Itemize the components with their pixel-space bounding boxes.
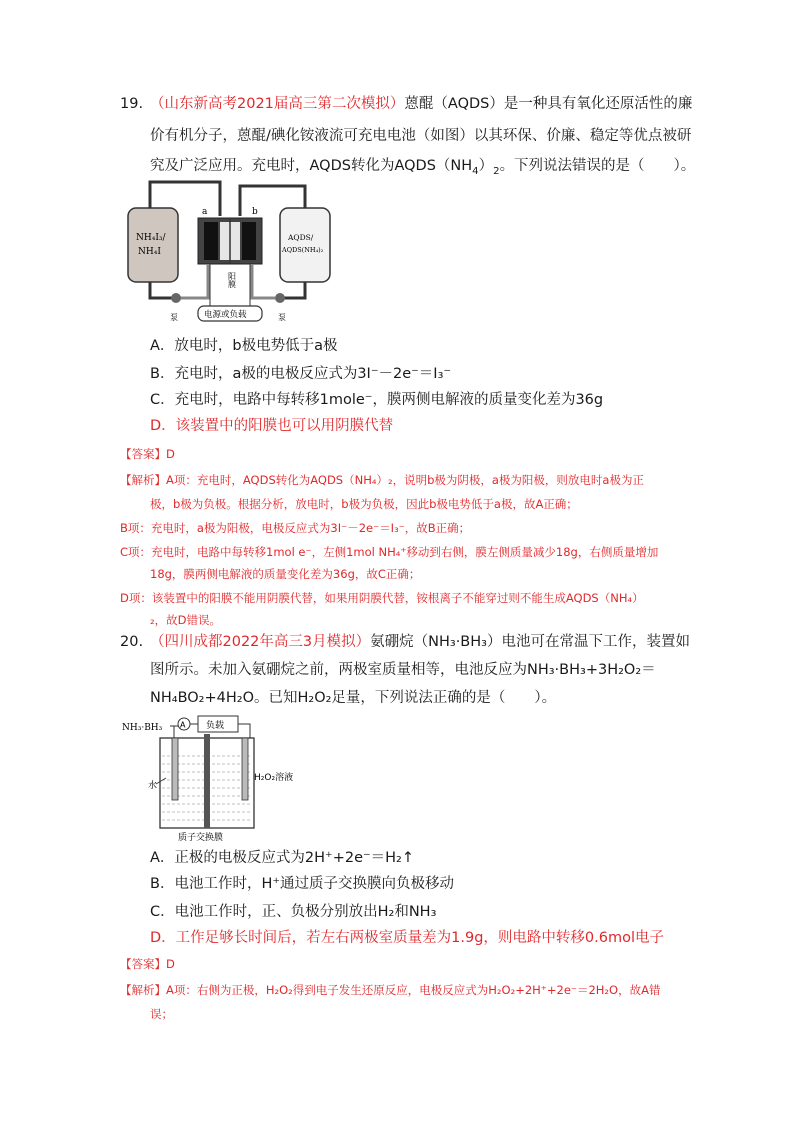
ammeter-label: A <box>180 720 186 730</box>
q19-stem3-a: 究及广泛应用。充电时，AQDS转化为AQDS（NH <box>150 158 473 174</box>
label-a: a <box>202 207 208 217</box>
q19-explain-a1: 【解析】A项：充电时，AQDS转化为AQDS（NH₄）₂，说明b极为阴极，a极为阳极，则放电时a极为正 <box>120 473 644 487</box>
q19-stem3-b: ） <box>478 158 494 174</box>
q20-stem-line1 <box>150 632 690 652</box>
q19-stem3-c: 。下列说法错误的是（ ）。 <box>499 158 696 174</box>
q20-option-c: C．电池工作时，正、负极分别放出H₂和NH₃ <box>150 904 437 920</box>
membrane-label: 质子交换膜 <box>178 833 224 842</box>
q19-explain-d1: D项：该装置中的阳膜不能用阴膜代替，如果用阴膜代替，铵根离子不能穿过则不能生成AQDS（NH₄） <box>120 591 644 605</box>
q19-explain-c2: 18g，膜两侧电解液的质量变化差为36g，故C正确； <box>150 567 421 581</box>
q19-stem-text1: 蒽醌（AQDS）是一种具有氧化还原活性的廉 <box>404 96 693 112</box>
q20-option-d: D．工作足够长时间后，若左右两极室质量差为1.9g，则电路中转移0.6mol电子 <box>150 930 665 946</box>
q20-option-a: A．正极的电极反应式为2H⁺+2e⁻＝H₂↑ <box>150 850 415 866</box>
h2o2-label: H₂O₂溶液 <box>254 773 294 783</box>
left-tank-label1: NH₄I₃/ <box>136 233 166 243</box>
q19-stem3-sub2: 2 <box>493 165 500 177</box>
q19-source: （山东新高考2021届高三第二次模拟） <box>150 96 405 112</box>
q19-option-d: D．该装置中的阳膜也可以用阴膜代替 <box>150 418 394 434</box>
q19-explain-c1: C项：充电时，电路中每转移1mol e⁻，左侧1mol NH₄⁺移动到右侧，膜左侧质量减少18g，右侧质量增加 <box>120 545 659 559</box>
q19-explain-b: B项：充电时，a极为阳极，电极反应式为3I⁻－2e⁻＝I₃⁻，故B正确； <box>120 521 471 535</box>
electrode-b <box>242 222 256 260</box>
water-label: 水 <box>148 781 158 791</box>
q20-number: 20. <box>120 634 144 650</box>
right-tank <box>280 208 330 282</box>
load-label: 负载 <box>206 721 225 731</box>
q20-stem-text1: 氨硼烷（NH₃·BH₃）电池可在常温下工作，装置如 <box>370 634 690 650</box>
q20-option-b: B．电池工作时，H⁺通过质子交换膜向负极移动 <box>150 876 455 892</box>
left-tank-label2: NH₄I <box>138 247 161 257</box>
q20-explain-a2: 误； <box>150 1007 173 1021</box>
pump-right-label: 泵 <box>278 313 286 322</box>
proton-exchange-membrane <box>204 734 210 828</box>
q19-option-a: A．放电时，b极电势低于a极 <box>150 338 338 354</box>
load-label: 电源或负载 <box>204 310 247 320</box>
pump-left-icon <box>171 293 181 303</box>
q19-stem3-sub: 4 <box>472 165 479 177</box>
q19-stem-line2: 价有机分子，蒽醌/碘化铵液流可充电电池（如图）以其环保、价廉、稳定等优点被研 <box>150 128 692 144</box>
reagent-label: NH₃·BH₃ <box>122 723 163 733</box>
q20-stem-line2: 图所示。未加入氨硼烷之前，两极室质量相等，电池反应为NH₃·BH₃+3H₂O₂＝ <box>150 662 656 678</box>
q19-explain-d2: ₂，故D错误。 <box>150 613 221 627</box>
q19-number: 19. <box>120 96 144 112</box>
membrane-label: 阳膜 <box>227 272 237 288</box>
q20-answer: 【答案】D <box>120 957 175 971</box>
label-b: b <box>252 207 258 217</box>
q19-answer: 【答案】D <box>120 447 175 461</box>
left-tank <box>128 208 178 282</box>
right-tank-label1: AQDS/ <box>288 233 314 242</box>
pump-right-icon <box>275 293 285 303</box>
q20-ammonia-borane-cell-diagram <box>120 712 320 842</box>
q19-explain-a2: 极，b极为负极。根据分析，放电时，b极为负极，因此b极电势低于a极，故A正确； <box>150 497 578 511</box>
q19-option-b: B．充电时，a极的电极反应式为3I⁻－2e⁻＝I₃⁻ <box>150 366 452 382</box>
q20-stem-line3: NH₄BO₂+4H₂O。已知H₂O₂足量，下列说法正确的是（ ）。 <box>150 690 557 706</box>
right-electrode <box>242 738 248 800</box>
right-tank-label2: AQDS(NH₄)₂ <box>282 246 324 254</box>
q19-option-c: C．充电时，电路中每转移1mole⁻，膜两侧电解液的质量变化差为36g <box>150 392 604 408</box>
q19-stem-line1 <box>150 94 692 114</box>
left-electrode <box>172 738 178 800</box>
q20-source: （四川成都2022年高三3月模拟） <box>150 634 371 650</box>
q20-explain-a1: 【解析】A项：右侧为正极，H₂O₂得到电子发生还原反应，电极反应式为H₂O₂+2H⁺+2e⁻＝2H₂O，故A错 <box>120 983 661 997</box>
pump-left-label: 泵 <box>170 313 178 322</box>
q19-flow-battery-diagram <box>120 178 340 326</box>
electrode-a <box>204 222 218 260</box>
